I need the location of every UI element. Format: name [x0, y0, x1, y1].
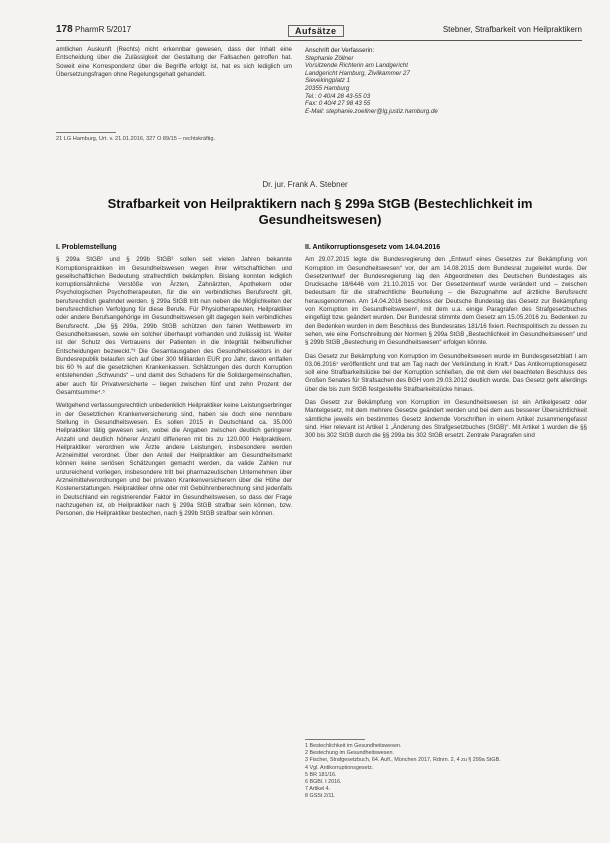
footnote: 6 BGBl. I 2016.: [305, 779, 342, 786]
footnote: 5 BR 181/16.: [305, 771, 337, 778]
footnote: 3 Fischer, Strafgesetzbuch, 64. Aufl., München 2017, Rdnrn. 2, 4 zu § 299a StGB.: [305, 757, 501, 764]
section-heading-1: I. Problemstellung: [56, 244, 117, 251]
footnote-rule: [56, 132, 116, 133]
footnotes: [305, 743, 587, 801]
top-left-text-block: [56, 46, 292, 84]
address-street: Sievekingplatz 1: [305, 77, 351, 85]
address-role: Vorsitzende Richterin am Landgericht: [305, 62, 408, 70]
footnote: 8 GSSt 2/11.: [305, 793, 336, 800]
footnote: 7 Artikel 4.: [305, 786, 331, 793]
running-title: Stebner, Strafbarkeit von Heilpraktikern: [442, 25, 582, 34]
journal-name: PharmR 5/2017: [75, 25, 132, 34]
section-heading-2: II. Antikorruptionsgesetz vom 14.04.2016: [305, 244, 441, 251]
right-paragraph-1: Am 29.07.2015 legte die Bundesregierung den „Entwurf eines Gesetzes zur Bekämpfung von Korruption im Gesundheitswesen“ vor, der am 14.08.2015 dem Bundesrat zugeleitet wurde. Der Gesetzentwurf der Bundesregierung lag den Abgeordneten des Deutschen Bundestages als Drucksache 18/6446 vom 21.10.2015 vor. Der Gesetzentwurf wurde verändert und – zwischen bedeutsam für die strafrechtliche Beurteilung – die Bezugnahme auf ärztliche Berufsrecht herausgenommen. Am 14.04.2016 beschloss der Deutsche Bundestag das Gesetz zur Bekämpfung von Korruption im Gesundheitswesen⁶, mit dem u.a. einige Paragrafen des Strafgesetzbuches eingefügt bzw. geändert wurden. Der Bundesrat stimmte dem Gesetz am 15.05.2016 zu. Bedenken zu den Bedenken wurden in dem Beschluss des Bundesrates 181/16 fixiert. Rechtspolitisch zu dessen zu sehen, wie eine Fortschreibung der Normen § 299a StGB „Bestechlichkeit im Gesundheitswesen“ und § 299b StGB „Bestechung im Gesundheitswesen“ erfolgen könnte.: [305, 256, 587, 347]
address-label: Anschrift der Verfasserin:: [305, 47, 375, 54]
address-name: Stephanie Zöllner: [305, 54, 354, 62]
article-author: Dr. jur. Frank A. Stebner: [262, 180, 348, 189]
section-label: Aufsätze: [288, 25, 344, 37]
top-left-footnote: 21 LG Hamburg, Urt. v. 21.01.2016, 327 O 89/15 – rechtskräftig.: [56, 136, 216, 142]
footnote: 1 Bestechlichkeit im Gesundheitswesen.: [305, 743, 402, 749]
left-paragraph-1: § 299a StGB¹ und § 299b StGB² sollen seit vielen Jahren bekannte Korruptionspraktiken im Gesundheitswesen wegen ihrer wirtschaftlichen und gesellschaftlichen Bedeutung strafrechtlich bekämpfen. Bislang konnten lediglich korruptionsähnliche Verstöße von Ärzten, Zahnärzten, Apothekern oder Psychologischen Psychotherapeuten, für die ein verbindliches Berufsrecht gilt, berufsrechtlich geahndet werden. § 299a StGB tritt nun neben die Möglichkeiten der berufsrechtlichen Verfolgung für diese Berufe. Für Physiotherapeuten, Heilpraktiker oder andere Berufsangehörige im Gesundheitswesen gilt dagegen kein verbindliches Berufsrecht. „Die §§ 299a, 299b StGB schützen den fairen Wettbewerb im Gesundheitswesen, sowie ein solcher überhaupt vorhanden und zulässig ist. Weiter ist der Schutz des Vertrauens der Patienten in die Integrität heilberuflicher Entscheidungen bezweckt.“³ Die Gesamtausgaben des Gesundheitssektors in der Bundesrepublik belaufen sich auf über 300 Milliarden EUR pro Jahr, davon entfallen bis 60 % auf die gesetzlichen Krankenkassen. Schätzungen des durch Korruption entstehenden „Schwunds“ – und damit des Schadens für die Solidargemeinschaften, aber auch für Privatversicherte – liegen zwischen fünf und zehn Prozent der Gesamtsumme⁴.⁵: [56, 256, 292, 397]
address-court: Landgericht Hamburg, Zivilkammer 27: [305, 69, 410, 77]
left-column: [56, 244, 292, 524]
right-paragraph-2: Das Gesetz zur Bekämpfung von Korruption im Gesundheitswesen wurde im Bundesgesetzblatt I am 03.06.2016⁷ veröffentlicht und trat am Tag nach der Verkündung in Kraft.⁸ Das Antikorruptionsgesetz soll eine Strafbarkeitslücke bei der Korruption schließen, die mit dem viel beachteten Beschluss des Großen Senates für Strafsachen des BGH vom 29.03.2012 deutlich wurde. Das Gesetz geht allerdings über die bis zum StGB festgestellte Strafbarkeitslücke hinaus.: [305, 352, 587, 393]
footnotes-rule: [305, 739, 365, 740]
address-city: 20355 Hamburg: [305, 84, 350, 92]
page-number: 178: [56, 24, 73, 35]
top-left-paragraph: amtlichen Auskunft (Rechts) nicht erkennbar gewesen, dass der Inhalt eine Entscheidung über die Zulässigkeit der Gestaltung der Fallsachen getroffen hat. Soweit eine Korrespondenz über die Begriffe erfolgt ist, hat es sich lediglich um Übersetzungsfragen ohne Regelungsgehalt gehandelt.: [56, 46, 292, 78]
address-fax: Fax: 0 40/4 27 98 43 55: [305, 100, 371, 108]
author-address-block: [305, 47, 585, 115]
address-tel: Tel.: 0 40/4 28 43-55 03: [305, 92, 371, 100]
right-column: [305, 244, 587, 446]
left-paragraph-2: Weitgehend verfassungsrechtlich unbedenklich Heilpraktiker keine Leistungserbringer in der Gesetzlichen Krankenversicherung sind, haben sie doch eine nennbare Stellung in Gesundheitswesen. Es sollen 2015 in Deutschland ca. 35.000 Heilpraktiker tätig gewesen sein, wobei die Angaben zwischen deutlich geringerer Anzahl und deutlich höherer Anzahl differieren mit bis zu 120.000 Heilpraktikern. Heilpraktiker verordnen wie Ärzte andere Leistungen, insbesondere werden Arzneimittel verordnet. Über den Anteil der Heilpraktiker am Gesundheitsmarkt können keine seriösen Schätzungen gemacht werden, da valide Zahlen nur unzureichend vorliegen, insbesondere tritt bei pharmazeutischen Unternehmen über Arzneimittelverordnungen und bei privaten Krankenversicherern über die Höhe der Kostenerstattungen. Heilpraktiker ohne oder mit Gebührenberechnung sind jedenfalls in Deutschland ein registrierender Faktor im Gesundheitswesen, so dass der Frage nachzugehen ist, ob Heilpraktiker nach § 299a StGB strafbar sein können, bzw. Personen, die Heilpraktiker bestechen, nach § 299b StGB strafbar sein können.: [56, 402, 292, 518]
running-header: [56, 18, 582, 41]
address-email[interactable]: E-Mail: stephanie.zoellner@lg.justiz.hamburg.de: [305, 107, 438, 115]
footnote: 4 Vgl. Antikorruptionsgesetz.: [305, 764, 374, 771]
article-title: Strafbarkeit von Heilpraktikern nach § 299a StGB (Bestechlichkeit im Gesundheitswesen): [107, 196, 533, 227]
right-paragraph-3: Das Gesetz zur Bekämpfung von Korruption im Gesundheitswesen ist ein Artikelgesetz oder Mantelgesetz, mit dem mehrere Gesetze geändert werden und bei dem aus besserer Übersichtlichkeit sämtliche jeweils ein bestimmtes Gesetz ändernde Vorschriften in einem Artikel zusammengefasst sind. Hier relevant ist Artikel 1 „Änderung des Strafgesetzbuches (StGB)“. Mit Artikel 1 wurden die §§ 300 bis 302 StGB durch die §§ 299a bis 302 StGB ersetzt. Zentrale Paragrafen sind: [305, 399, 587, 440]
footnote: 2 Bestechung im Gesundheitswesen.: [305, 750, 394, 757]
